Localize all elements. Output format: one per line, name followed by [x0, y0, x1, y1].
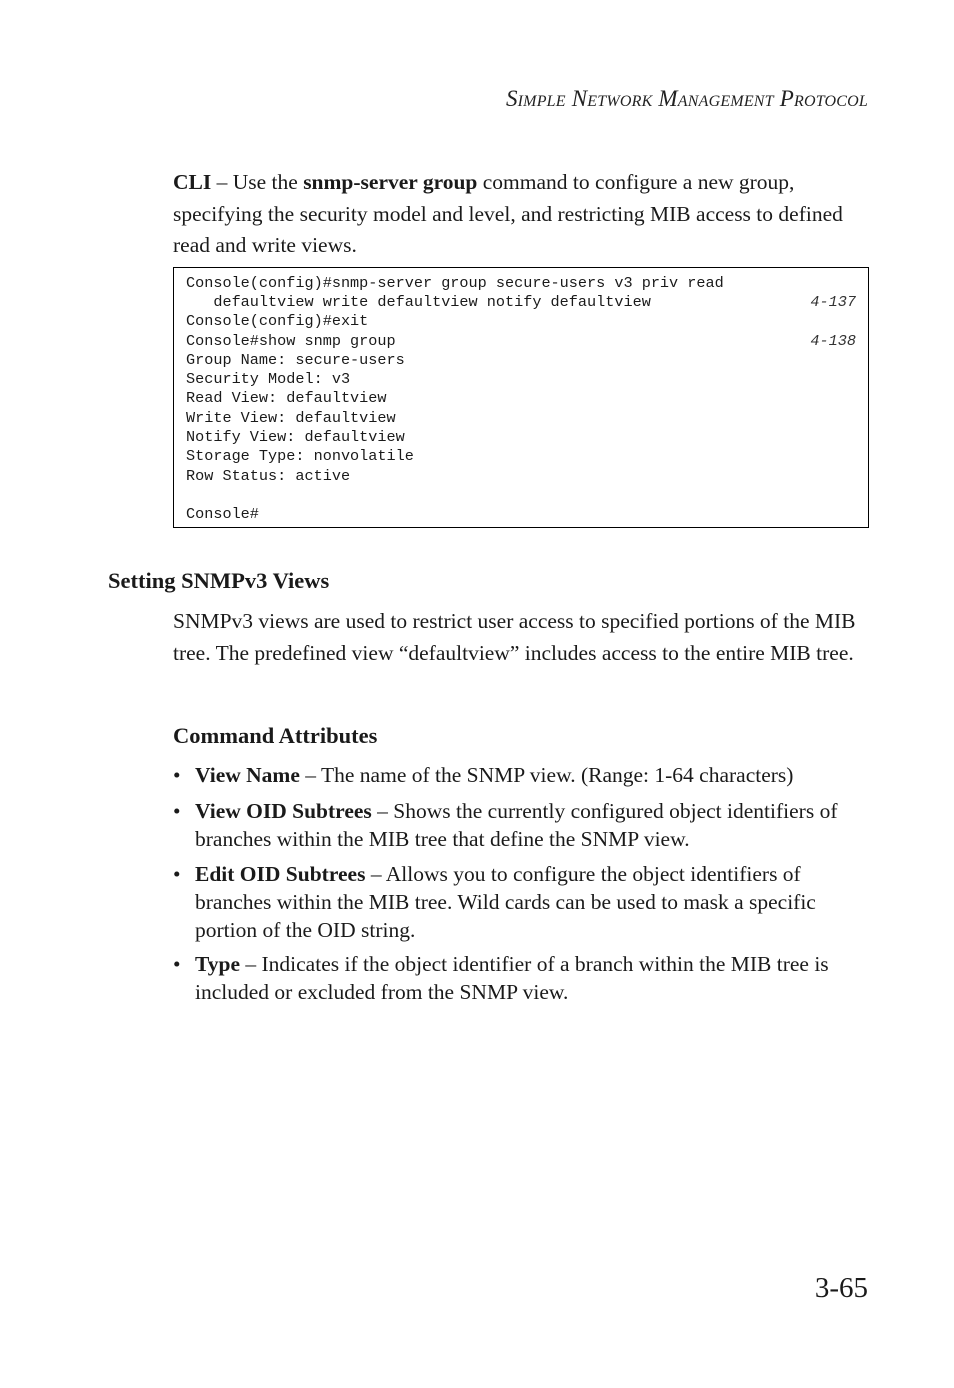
section-heading: Setting SNMPv3 Views — [108, 568, 330, 593]
page-number: 3-65 — [814, 1272, 868, 1304]
attribute-description: – Shows the currently configured object identifiers of branches within the MIB tree that define the SNMP view. — [195, 799, 838, 851]
cli-command: snmp-server group — [303, 170, 478, 194]
list-item — [173, 860, 873, 944]
list-item — [173, 761, 873, 789]
code-line: Console# — [186, 505, 259, 523]
bullet-marker: • — [173, 763, 181, 787]
cli-rest-text: command to configure a new group, specifying the security model and level, and restricting MIB access to defined read and write views. — [173, 170, 843, 257]
attribute-term: View Name — [195, 763, 300, 787]
code-line: Storage Type: nonvolatile — [186, 447, 414, 465]
section-paragraph: SNMPv3 views are used to restrict user access to specified portions of the MIB tree. The predefined view “defaultview” includes access to the entire MIB tree. — [173, 609, 856, 665]
list-item — [173, 797, 873, 853]
code-line: Notify View: defaultview — [186, 428, 405, 446]
cli-dash-text: – Use the — [211, 170, 304, 194]
list-item-text — [195, 950, 873, 1006]
list-item-text — [195, 797, 873, 853]
attribute-description: – Indicates if the object identifier of a branch within the MIB tree is included or excluded from the SNMP view. — [195, 952, 829, 1004]
bullet-marker: • — [173, 862, 181, 886]
code-line: Console(config)#exit — [186, 312, 369, 330]
code-reference: 4-137 — [810, 293, 856, 311]
command-attributes-heading: Command Attributes — [173, 723, 378, 748]
bullet-marker: • — [173, 952, 181, 976]
code-line: Security Model: v3 — [186, 370, 351, 388]
attribute-description: – Allows you to configure the object identifiers of branches within the MIB tree. Wild cards can be used to mask a specific portion of the OID string. — [195, 862, 816, 942]
code-reference: 4-138 — [810, 332, 856, 350]
list-item — [173, 950, 873, 1006]
code-line: Row Status: active — [186, 467, 351, 485]
code-line: Console#show snmp group — [186, 332, 396, 350]
running-header: Simple Network Management Protocol — [505, 86, 868, 111]
bullet-marker: • — [173, 799, 181, 823]
code-line: Console(config)#snmp-server group secure-users v3 priv read — [186, 274, 724, 292]
code-line: Write View: defaultview — [186, 409, 396, 427]
code-example-box — [173, 267, 869, 528]
attribute-term: Edit OID Subtrees — [195, 862, 366, 886]
list-item-text — [195, 761, 873, 789]
attribute-term: Type — [195, 952, 240, 976]
code-line: defaultview write defaultview notify defaultview — [186, 293, 651, 311]
code-line: Read View: defaultview — [186, 389, 387, 407]
list-item-text — [195, 860, 873, 944]
code-line: Group Name: secure-users — [186, 351, 405, 369]
attribute-term: View OID Subtrees — [195, 799, 372, 823]
cli-label: CLI — [173, 170, 212, 194]
attribute-description: – The name of the SNMP view. (Range: 1-64 characters) — [299, 763, 794, 787]
cli-intro-paragraph — [173, 167, 873, 262]
